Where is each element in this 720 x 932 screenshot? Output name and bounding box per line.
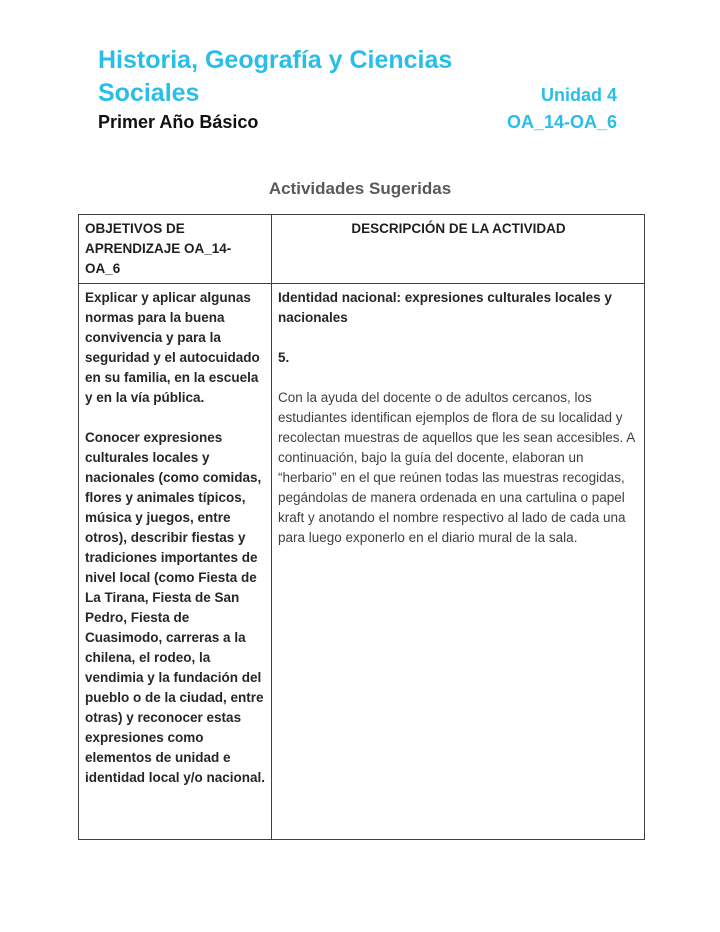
activity-heading: Identidad nacional: expresiones culturales locales y nacionales	[278, 290, 612, 325]
header-bottom-row	[98, 111, 617, 134]
activity-description: Con la ayuda del docente o de adultos cercanos, los estudiantes identifican ejemplos de flora de su localidad y recolectan muestras de aquellos que les sean accesibles. A continuación, bajo la guía del docente, elaboran un “herbario” en el que reúnen todas las muestras recogidas, pegándolas de manera ordenada en una cartulina o papel kraft y anotando el nombre respectivo al lado de cada una para luego exponerlo en el diario mural de la sala.	[278, 390, 635, 545]
objective-paragraph-2: Conocer expresiones culturales locales y nacionales (como comidas, flores y animales típicos, música y juegos, entre otros), describir fiestas y tradiciones importantes de nivel local (como Fiesta de La Tirana, Fiesta de San Pedro, Fiesta de Cuasimodo, carreras a la chilena, el rodeo, la vendimia y la fundación del pueblo o de la ciudad, entre otras) y reconocer estas expresiones como elementos de unidad e identidad local y/o nacional.	[85, 430, 266, 785]
table-row	[79, 284, 645, 840]
subject-title: Historia, Geografía y Ciencias Sociales	[98, 46, 453, 107]
oa-code-label: OA_14-OA_6	[506, 112, 617, 132]
activity-number: 5.	[278, 350, 290, 365]
activity-cell	[272, 284, 645, 840]
objective-paragraph-1: Explicar y aplicar algunas normas para la buena convivencia y para la seguridad y el autocuidado en su familia, en la escuela y en la vía pública.	[85, 290, 260, 405]
section-title: Actividades Sugeridas	[268, 179, 452, 198]
table-header-row	[79, 215, 645, 284]
activities-table	[78, 214, 645, 840]
grade-label: Primer Año Básico	[98, 112, 259, 132]
objectives-cell	[79, 284, 272, 840]
column-header-description: DESCRIPCIÓN DE LA ACTIVIDAD	[272, 215, 645, 284]
column-header-objectives: OBJETIVOS DE APRENDIZAJE OA_14-OA_6	[79, 215, 272, 284]
unit-label: Unidad 4	[540, 85, 617, 105]
document-header	[0, 0, 720, 134]
header-top-row	[98, 44, 617, 110]
